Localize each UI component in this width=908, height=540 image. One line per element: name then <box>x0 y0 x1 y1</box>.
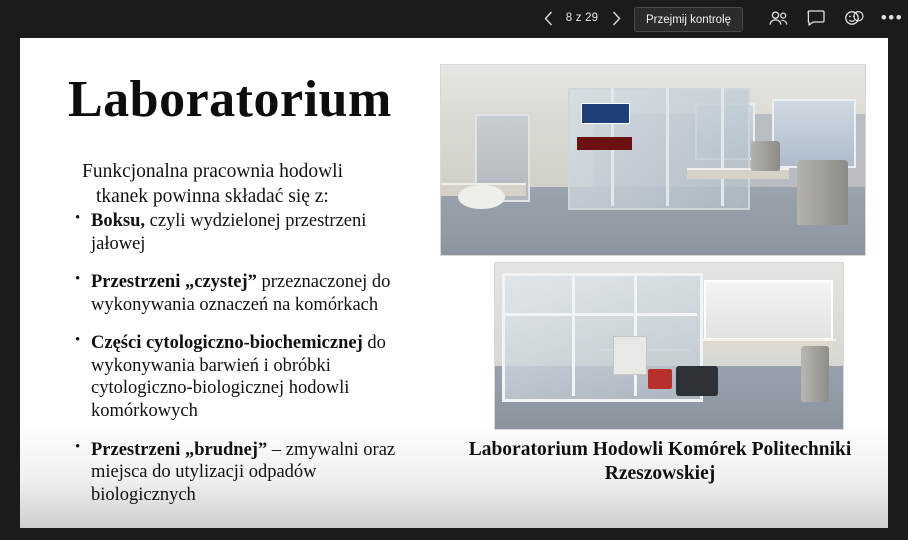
bullet-rest-text: przeznaczonej do wykonywania oznaczeń na komórkach <box>91 272 391 315</box>
lab-cleanroom-photo <box>494 262 844 430</box>
presentation-stage <box>0 38 908 540</box>
bullet-rest-text: – zmywalni oraz miejsca do utylizacji odpadów biologicznych <box>91 439 396 505</box>
photo-mullion <box>634 273 637 396</box>
slide-navigation <box>537 7 627 29</box>
photo-equipment <box>751 141 781 171</box>
bullet-list <box>75 210 405 522</box>
photo-mullion <box>721 88 724 206</box>
lead-line-2: tkanek powinna składać się z: <box>96 185 329 207</box>
photo-mullion <box>502 313 697 316</box>
reactions-icon[interactable] <box>842 6 866 30</box>
photo-caption <box>440 438 880 487</box>
more-options-glyph: ••• <box>880 8 904 27</box>
photo-blue-sign <box>581 103 630 124</box>
slide-canvas[interactable] <box>20 38 888 528</box>
bullet-bold-text: Części cytologiczno-biochemicznej <box>91 333 363 354</box>
list-item <box>75 332 405 422</box>
meeting-toolbar <box>0 0 908 38</box>
photo-cryo-tank <box>797 160 848 225</box>
photo-cart <box>613 336 646 375</box>
toolbar-icon-group <box>766 6 904 30</box>
bullet-bold-text: Przestrzeni „brudnej” <box>91 439 268 460</box>
bullet-bold-text: Boksu, <box>91 211 145 231</box>
bullet-rest-text: do wykonywania barwień i obróbki cytologiczno-biologicznej hodowli komórkowych <box>91 333 386 421</box>
take-control-button[interactable]: Przejmij kontrolę <box>634 7 743 32</box>
photo-sink <box>458 185 505 210</box>
photo-gas-cylinder <box>801 346 829 402</box>
photo-mullion <box>572 273 575 396</box>
lab-corridor-photo <box>440 64 866 256</box>
slide-lead-text <box>82 160 382 210</box>
list-item <box>75 210 405 255</box>
list-item <box>75 439 405 507</box>
chevron-left-icon[interactable] <box>537 7 559 29</box>
page-title: Laboratorium <box>68 71 392 128</box>
list-item <box>75 271 405 316</box>
photo-glass-enclosure <box>502 273 703 402</box>
bullet-rest-text: czyli wydzielonej przestrzeni jałowej <box>91 211 367 254</box>
caption-line-1: Laboratorium Hodowli Komórek Politechniki <box>468 439 852 460</box>
people-icon[interactable] <box>766 6 790 30</box>
photo-chair <box>676 366 718 396</box>
photo-red-bin <box>648 369 672 389</box>
more-options-icon[interactable] <box>880 6 904 30</box>
page-indicator: 8 z 29 <box>565 12 599 24</box>
bullet-bold-text: Przestrzeni „czystej” <box>91 272 257 293</box>
photo-warning-sign <box>577 137 632 150</box>
caption-line-2: Rzeszowskiej <box>604 463 716 485</box>
chevron-right-icon[interactable] <box>605 7 627 29</box>
photo-window <box>772 99 857 168</box>
chat-icon[interactable] <box>804 6 828 30</box>
photo-mullion <box>666 88 669 206</box>
photo-fume-hood <box>704 280 833 340</box>
lead-line-1: Funkcjonalna pracownia hodowli <box>82 161 344 182</box>
